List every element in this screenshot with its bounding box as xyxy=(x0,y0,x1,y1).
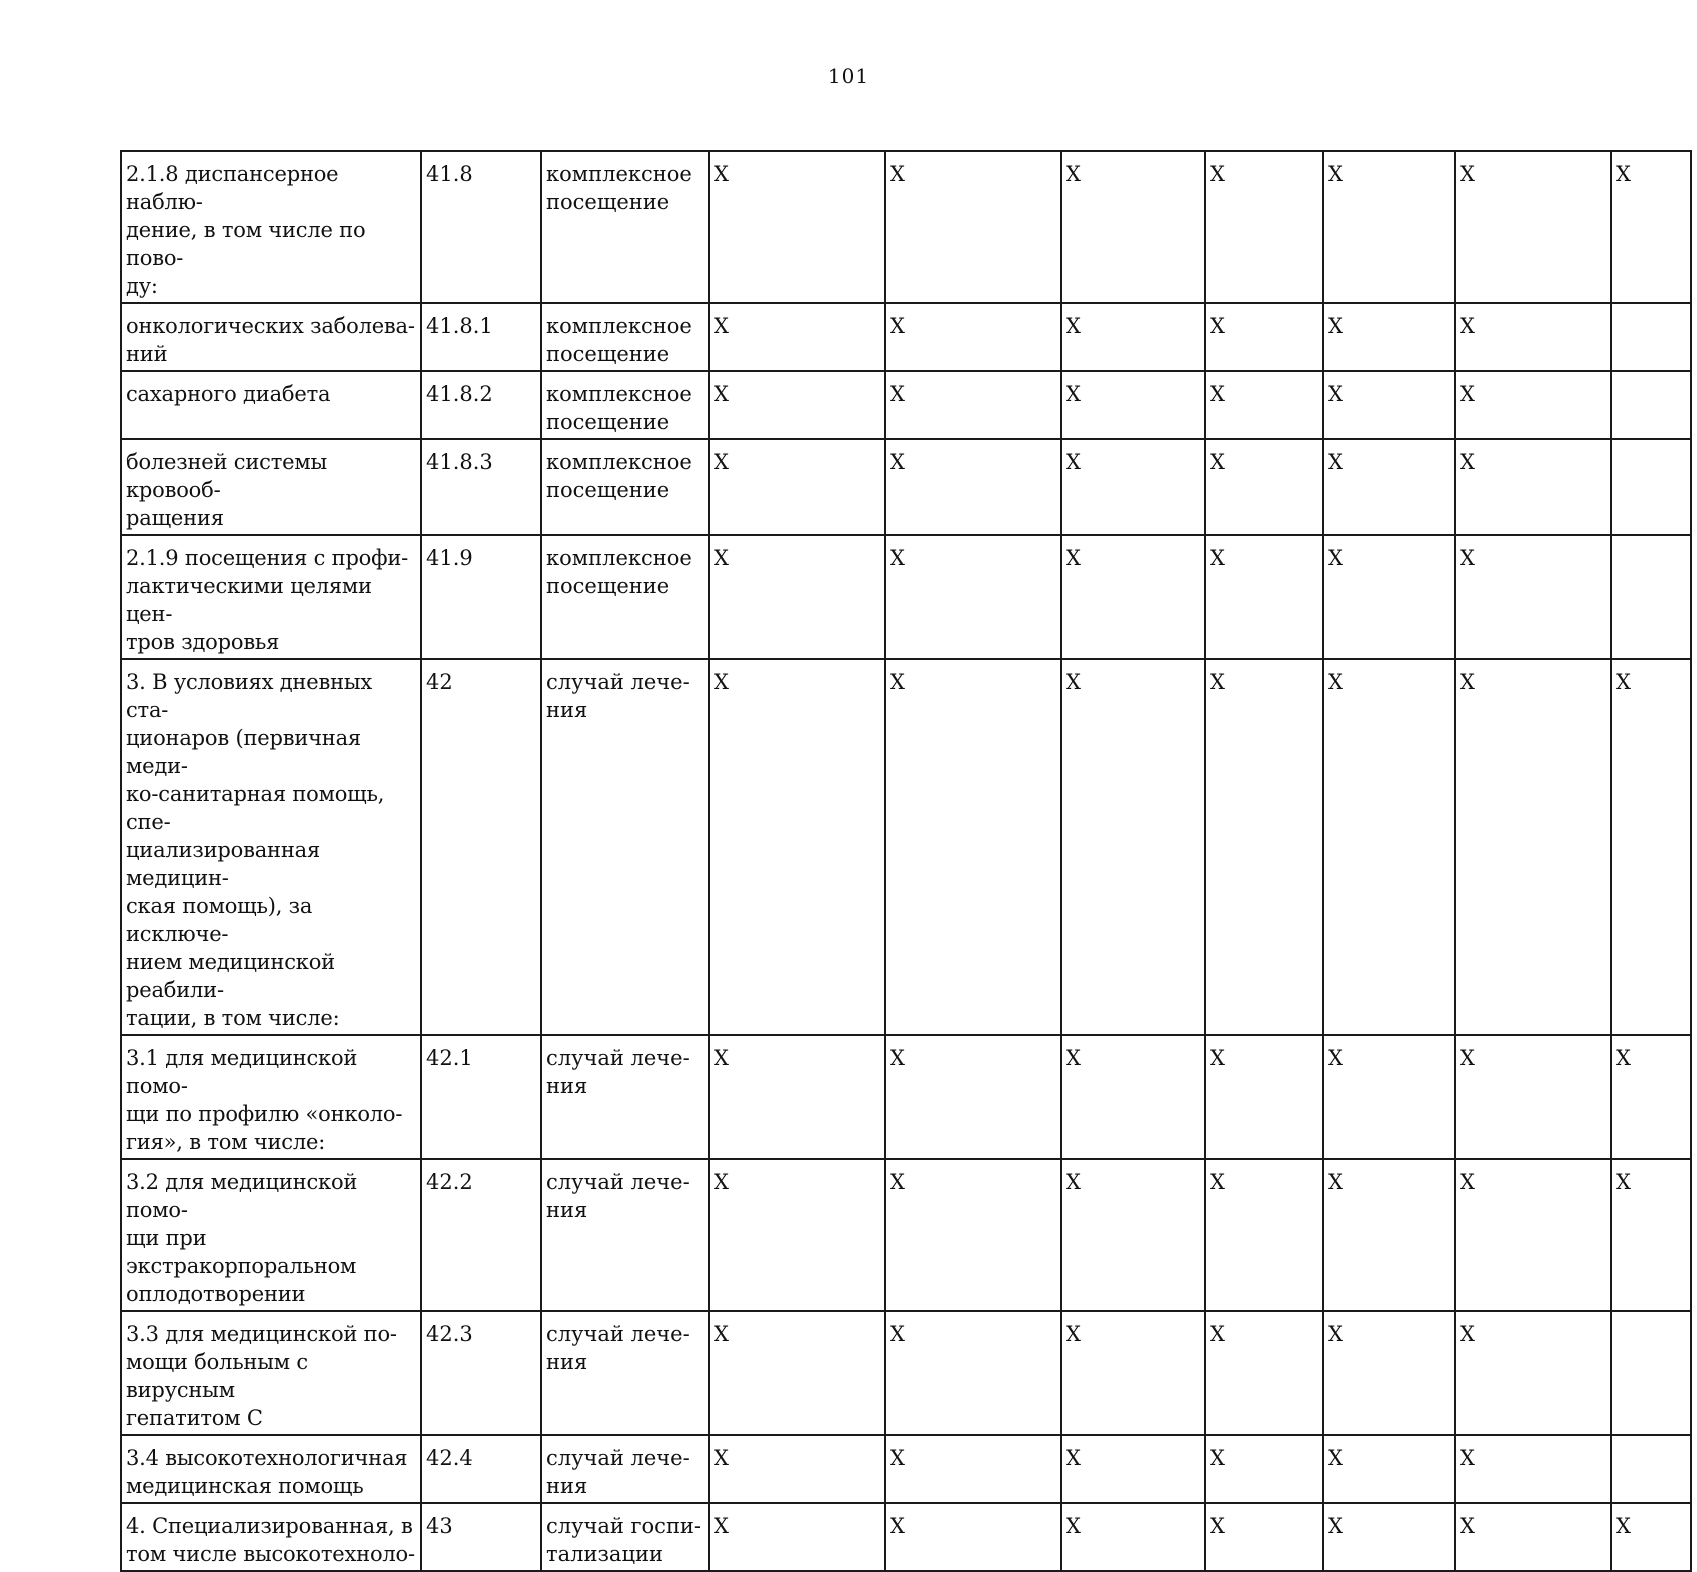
row-description-text: онкологических заболева- ний xyxy=(126,314,415,366)
mark-cell xyxy=(1323,371,1455,439)
mark-cell-text: X xyxy=(714,382,729,406)
mark-cell xyxy=(709,151,885,303)
mark-cell-text: X xyxy=(1328,1514,1343,1538)
row-description-text: 3.4 высокотехнологичная медицинская помощь xyxy=(126,1446,408,1498)
row-unit-text: комплексное посещение xyxy=(546,546,692,598)
row-unit-text: комплексное посещение xyxy=(546,314,692,366)
mark-cell-text: X xyxy=(890,1446,905,1470)
mark-cell xyxy=(1455,659,1611,1035)
mark-cell-text: X xyxy=(1460,1046,1475,1070)
row-description xyxy=(121,1159,421,1311)
mark-cell-text: X xyxy=(1066,670,1081,694)
row-unit xyxy=(541,151,709,303)
mark-cell xyxy=(885,439,1061,535)
row-unit xyxy=(541,659,709,1035)
table-row xyxy=(121,303,1691,371)
mark-cell-text: X xyxy=(890,450,905,474)
row-unit-text: случай лече- ния xyxy=(546,1046,690,1098)
mark-cell-text: X xyxy=(714,314,729,338)
mark-cell-text: X xyxy=(714,546,729,570)
mark-cell-text: X xyxy=(714,162,729,186)
row-unit-text: комплексное посещение xyxy=(546,162,692,214)
mark-cell-text: X xyxy=(1210,1446,1225,1470)
row-description xyxy=(121,151,421,303)
mark-cell-text: X xyxy=(1460,1514,1475,1538)
mark-cell-text: X xyxy=(890,546,905,570)
mark-cell xyxy=(885,659,1061,1035)
mark-cell xyxy=(885,1311,1061,1435)
row-description xyxy=(121,1311,421,1435)
row-code-text: 42.4 xyxy=(426,1446,473,1470)
mark-cell-text: X xyxy=(1066,1322,1081,1346)
mark-cell xyxy=(1205,371,1323,439)
row-description-text: сахарного диабета xyxy=(126,382,331,406)
mark-cell-text: X xyxy=(1066,314,1081,338)
mark-cell xyxy=(885,303,1061,371)
mark-cell xyxy=(1455,1503,1611,1571)
mark-cell xyxy=(885,1159,1061,1311)
mark-cell xyxy=(1205,151,1323,303)
row-description xyxy=(121,1435,421,1503)
row-description-text: болезней системы кровооб- ращения xyxy=(126,450,328,530)
mark-cell-text: X xyxy=(1616,162,1631,186)
mark-cell xyxy=(1323,1311,1455,1435)
mark-cell xyxy=(1611,1503,1691,1571)
mark-cell-text: X xyxy=(1460,382,1475,406)
mark-cell-text: X xyxy=(1066,382,1081,406)
row-code xyxy=(421,1035,541,1159)
mark-cell-text: X xyxy=(1328,1170,1343,1194)
row-unit xyxy=(541,439,709,535)
mark-cell-text: X xyxy=(1328,1322,1343,1346)
mark-cell xyxy=(1061,371,1205,439)
row-unit xyxy=(541,1503,709,1571)
mark-cell xyxy=(709,1503,885,1571)
mark-cell-text: X xyxy=(890,1514,905,1538)
program-table xyxy=(120,150,1692,1572)
row-code xyxy=(421,1503,541,1571)
mark-cell-text: X xyxy=(1210,1046,1225,1070)
mark-cell xyxy=(1323,1435,1455,1503)
mark-cell xyxy=(885,1035,1061,1159)
row-description xyxy=(121,1035,421,1159)
mark-cell-text: X xyxy=(1460,1170,1475,1194)
mark-cell xyxy=(1455,371,1611,439)
mark-cell xyxy=(1323,659,1455,1035)
row-description xyxy=(121,439,421,535)
row-code xyxy=(421,151,541,303)
mark-cell xyxy=(1455,535,1611,659)
mark-cell-text: X xyxy=(1066,1046,1081,1070)
row-unit-text: случай лече- ния xyxy=(546,670,690,722)
mark-cell-text: X xyxy=(1328,546,1343,570)
mark-cell-text: X xyxy=(714,1514,729,1538)
mark-cell xyxy=(1611,439,1691,535)
mark-cell xyxy=(1455,151,1611,303)
mark-cell xyxy=(1455,1159,1611,1311)
mark-cell xyxy=(1205,439,1323,535)
row-unit-text: комплексное посещение xyxy=(546,382,692,434)
mark-cell-text: X xyxy=(1066,1170,1081,1194)
row-description-text: 3.3 для медицинской по- мощи больным с вирусным гепатитом С xyxy=(126,1322,397,1430)
mark-cell xyxy=(1455,303,1611,371)
row-unit-text: случай госпи- тализации xyxy=(546,1514,702,1566)
mark-cell xyxy=(1205,1503,1323,1571)
mark-cell-text: X xyxy=(1210,162,1225,186)
row-code xyxy=(421,371,541,439)
mark-cell-text: X xyxy=(1066,1514,1081,1538)
mark-cell xyxy=(1205,1159,1323,1311)
mark-cell xyxy=(1611,659,1691,1035)
row-code-text: 41.8.1 xyxy=(426,314,493,338)
row-code-text: 42 xyxy=(426,670,453,694)
mark-cell-text: X xyxy=(890,382,905,406)
mark-cell xyxy=(1611,535,1691,659)
mark-cell-text: X xyxy=(1460,1322,1475,1346)
mark-cell-text: X xyxy=(890,314,905,338)
row-code xyxy=(421,1435,541,1503)
table-row xyxy=(121,1435,1691,1503)
table-row xyxy=(121,659,1691,1035)
row-code-text: 42.2 xyxy=(426,1170,473,1194)
mark-cell xyxy=(709,1311,885,1435)
mark-cell-text: X xyxy=(1460,162,1475,186)
table-row xyxy=(121,1311,1691,1435)
row-code-text: 43 xyxy=(426,1514,453,1538)
row-description-text: 3.2 для медицинской помо- щи при экстракорпоральном оплодотворении xyxy=(126,1170,358,1306)
mark-cell-text: X xyxy=(1210,1514,1225,1538)
mark-cell xyxy=(1455,439,1611,535)
row-unit xyxy=(541,303,709,371)
mark-cell-text: X xyxy=(1460,1446,1475,1470)
row-code xyxy=(421,439,541,535)
mark-cell-text: X xyxy=(890,1322,905,1346)
row-code-text: 41.9 xyxy=(426,546,473,570)
row-code-text: 42.1 xyxy=(426,1046,473,1070)
mark-cell-text: X xyxy=(1210,1170,1225,1194)
mark-cell xyxy=(1455,1035,1611,1159)
mark-cell xyxy=(1323,151,1455,303)
row-description-text: 3. В условиях дневных ста- ционаров (первичная меди- ко-санитарная помощь, спе- циализированная медицин- ская помощь), за исключе- нием медицинской реабили- тации, в том числе: xyxy=(126,670,385,1030)
mark-cell-text: X xyxy=(1616,1170,1631,1194)
mark-cell-text: X xyxy=(1328,670,1343,694)
row-description-text: 2.1.8 диспансерное наблю- дение, в том числе по пово- ду: xyxy=(126,162,366,298)
mark-cell xyxy=(1323,535,1455,659)
mark-cell-text: X xyxy=(1066,1446,1081,1470)
row-unit-text: случай лече- ния xyxy=(546,1446,690,1498)
mark-cell-text: X xyxy=(890,1046,905,1070)
row-code-text: 41.8 xyxy=(426,162,473,186)
mark-cell xyxy=(1061,1035,1205,1159)
mark-cell xyxy=(1611,371,1691,439)
mark-cell-text: X xyxy=(714,1446,729,1470)
mark-cell xyxy=(1611,1435,1691,1503)
mark-cell xyxy=(1061,439,1205,535)
row-code-text: 41.8.2 xyxy=(426,382,493,406)
row-unit-text: случай лече- ния xyxy=(546,1170,690,1222)
mark-cell-text: X xyxy=(714,1170,729,1194)
mark-cell xyxy=(1611,1311,1691,1435)
row-description xyxy=(121,535,421,659)
row-unit xyxy=(541,535,709,659)
mark-cell xyxy=(709,371,885,439)
mark-cell xyxy=(885,1435,1061,1503)
row-code xyxy=(421,1159,541,1311)
mark-cell-text: X xyxy=(1210,450,1225,474)
table-body xyxy=(121,151,1691,1571)
mark-cell-text: X xyxy=(1210,382,1225,406)
mark-cell xyxy=(1323,1503,1455,1571)
mark-cell-text: X xyxy=(1066,450,1081,474)
mark-cell xyxy=(709,535,885,659)
mark-cell-text: X xyxy=(890,162,905,186)
mark-cell xyxy=(1061,659,1205,1035)
mark-cell xyxy=(1061,535,1205,659)
row-code-text: 42.3 xyxy=(426,1322,473,1346)
table-row xyxy=(121,1035,1691,1159)
mark-cell xyxy=(709,303,885,371)
row-code xyxy=(421,1311,541,1435)
mark-cell-text: X xyxy=(1616,1514,1631,1538)
mark-cell-text: X xyxy=(1210,546,1225,570)
mark-cell-text: X xyxy=(1066,162,1081,186)
mark-cell-text: X xyxy=(1210,314,1225,338)
mark-cell-text: X xyxy=(1328,162,1343,186)
mark-cell-text: X xyxy=(1616,1046,1631,1070)
table-row xyxy=(121,439,1691,535)
mark-cell xyxy=(709,1159,885,1311)
row-description-text: 2.1.9 посещения с профи- лактическими целями цен- тров здоровья xyxy=(126,546,409,654)
mark-cell xyxy=(1061,303,1205,371)
row-unit xyxy=(541,1311,709,1435)
page-number: 101 xyxy=(827,64,870,88)
mark-cell-text: X xyxy=(1210,1322,1225,1346)
row-description xyxy=(121,659,421,1035)
table-row xyxy=(121,1503,1691,1571)
mark-cell xyxy=(1205,659,1323,1035)
mark-cell xyxy=(709,659,885,1035)
mark-cell-text: X xyxy=(1328,1446,1343,1470)
row-unit xyxy=(541,1435,709,1503)
mark-cell-text: X xyxy=(1328,314,1343,338)
row-description-text: 3.1 для медицинской помо- щи по профилю «онколо- гия», в том числе: xyxy=(126,1046,403,1154)
mark-cell xyxy=(1061,1435,1205,1503)
row-description xyxy=(121,1503,421,1571)
mark-cell xyxy=(885,535,1061,659)
mark-cell xyxy=(1323,439,1455,535)
row-description-text: 4. Специализированная, в том числе высокотехноло- xyxy=(126,1514,415,1566)
row-code xyxy=(421,535,541,659)
mark-cell xyxy=(1611,1035,1691,1159)
mark-cell xyxy=(1323,303,1455,371)
mark-cell-text: X xyxy=(1328,382,1343,406)
row-unit-text: комплексное посещение xyxy=(546,450,692,502)
mark-cell xyxy=(1611,151,1691,303)
mark-cell-text: X xyxy=(1328,450,1343,474)
row-description xyxy=(121,303,421,371)
mark-cell-text: X xyxy=(1328,1046,1343,1070)
mark-cell xyxy=(1205,535,1323,659)
row-description xyxy=(121,371,421,439)
row-unit-text: случай лече- ния xyxy=(546,1322,690,1374)
mark-cell xyxy=(1061,1159,1205,1311)
table-row xyxy=(121,151,1691,303)
mark-cell-text: X xyxy=(1460,670,1475,694)
mark-cell-text: X xyxy=(1460,450,1475,474)
mark-cell-text: X xyxy=(1066,546,1081,570)
mark-cell-text: X xyxy=(714,450,729,474)
mark-cell-text: X xyxy=(890,670,905,694)
mark-cell-text: X xyxy=(714,1322,729,1346)
mark-cell xyxy=(1455,1311,1611,1435)
mark-cell xyxy=(709,1035,885,1159)
mark-cell-text: X xyxy=(1460,314,1475,338)
mark-cell xyxy=(1611,1159,1691,1311)
row-code xyxy=(421,659,541,1035)
row-code-text: 41.8.3 xyxy=(426,450,493,474)
mark-cell-text: X xyxy=(1460,546,1475,570)
mark-cell xyxy=(1323,1035,1455,1159)
mark-cell xyxy=(1323,1159,1455,1311)
row-unit xyxy=(541,1159,709,1311)
mark-cell-text: X xyxy=(714,670,729,694)
mark-cell xyxy=(1061,151,1205,303)
table-row xyxy=(121,371,1691,439)
mark-cell xyxy=(709,439,885,535)
mark-cell xyxy=(885,371,1061,439)
table-row xyxy=(121,535,1691,659)
mark-cell xyxy=(1455,1435,1611,1503)
mark-cell xyxy=(1205,1311,1323,1435)
mark-cell xyxy=(1205,1435,1323,1503)
mark-cell xyxy=(1611,303,1691,371)
mark-cell-text: X xyxy=(890,1170,905,1194)
mark-cell xyxy=(1205,303,1323,371)
row-unit xyxy=(541,1035,709,1159)
mark-cell xyxy=(709,1435,885,1503)
row-code xyxy=(421,303,541,371)
mark-cell xyxy=(885,151,1061,303)
table-row xyxy=(121,1159,1691,1311)
mark-cell-text: X xyxy=(1616,670,1631,694)
mark-cell xyxy=(1205,1035,1323,1159)
mark-cell-text: X xyxy=(1210,670,1225,694)
mark-cell xyxy=(885,1503,1061,1571)
mark-cell-text: X xyxy=(714,1046,729,1070)
mark-cell xyxy=(1061,1311,1205,1435)
mark-cell xyxy=(1061,1503,1205,1571)
row-unit xyxy=(541,371,709,439)
